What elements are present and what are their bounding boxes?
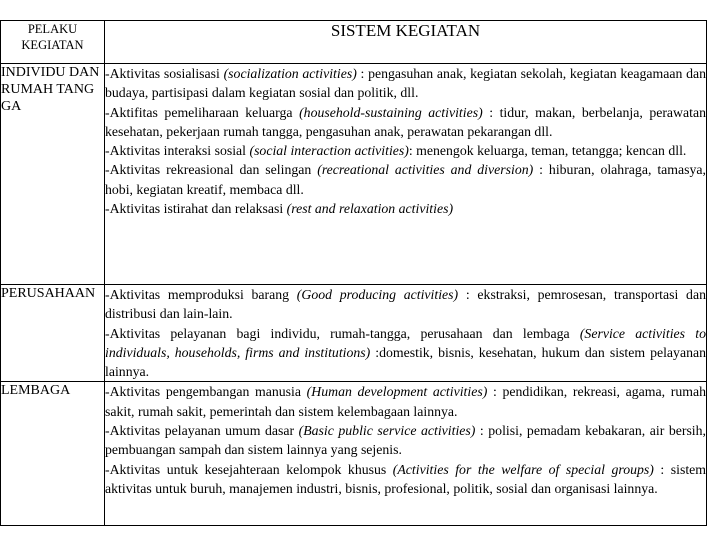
activity-item: -Aktivitas rekreasional dan selingan (recreational activities and diversion) : hiburan, olahraga, tamasya, hobi, kegiatan kreatif, membaca dll. [105,162,706,197]
activity-cell [105,64,707,285]
actor-cell: LEMBAGA [1,382,105,526]
activity-item: -Aktivitas sosialisasi (socialization activities) : pengasuhan anak, kegiatan sekolah, kegiatan keagamaan dan budaya, partisipasi dalam kegiatan sosial dan politik, dll. [105,66,707,101]
system-column-header: SISTEM KEGIATAN [105,21,707,64]
table-header-row [1,21,707,64]
actor-cell: INDIVIDU DAN RUMAH TANGGA [1,64,105,285]
activity-item: -Aktivitas interaksi sosial (social interaction activities): menengok keluarga, teman, tetangga; kencan dll. [105,143,687,159]
activity-item: -Aktifitas pemeliharaan keluarga (household-sustaining activities) : tidur, makan, berbelanja, perawatan kesehatan, pekerjaan rumah tangga, pengasuhan anak, perawatan pekarangan dll. [105,104,707,139]
table-row [1,382,707,526]
activity-item: -Aktivitas pengembangan manusia (Human development activities) : pendidikan, rekreasi, agama, rumah sakit, rumah sakit, pemerintah dan sistem kelembagaan lainnya. [105,384,706,419]
actor-cell: PERUSAHAAN [1,285,105,382]
activity-cell [105,382,707,526]
activity-item: -Aktivitas istirahat dan relaksasi (rest and relaxation activities) [105,201,454,217]
activity-item: -Aktivitas memproduksi barang (Good producing activities) : ekstraksi, pemrosesan, transportasi dan distribusi dan lain-lain. [105,287,706,322]
table-row [1,285,707,382]
activity-item: -Aktivitas pelayanan umum dasar (Basic public service activities) : polisi, pemadam kebakaran, air bersih, pembuangan sampah dan sistem lainnya yang sejenis. [105,423,706,458]
table-row [1,64,707,285]
activity-system-table [0,20,707,526]
activity-item: -Aktivitas untuk kesejahteraan kelompok khusus (Activities for the welfare of special groups) : sistem aktivitas untuk buruh, manajemen industri, bisnis, profesional, politik, sosial dan organisasi lainnya. [105,461,707,496]
activity-cell [105,285,707,382]
activity-item: -Aktivitas pelayanan bagi individu, rumah-tangga, perusahaan dan lembaga (Service activities to individuals, households, firms and institutions) :domestik, bisnis, kesehatan, hukum dan sistem pelayanan lainnya. [105,325,706,380]
actor-column-header: PELAKU KEGIATAN [1,21,105,64]
